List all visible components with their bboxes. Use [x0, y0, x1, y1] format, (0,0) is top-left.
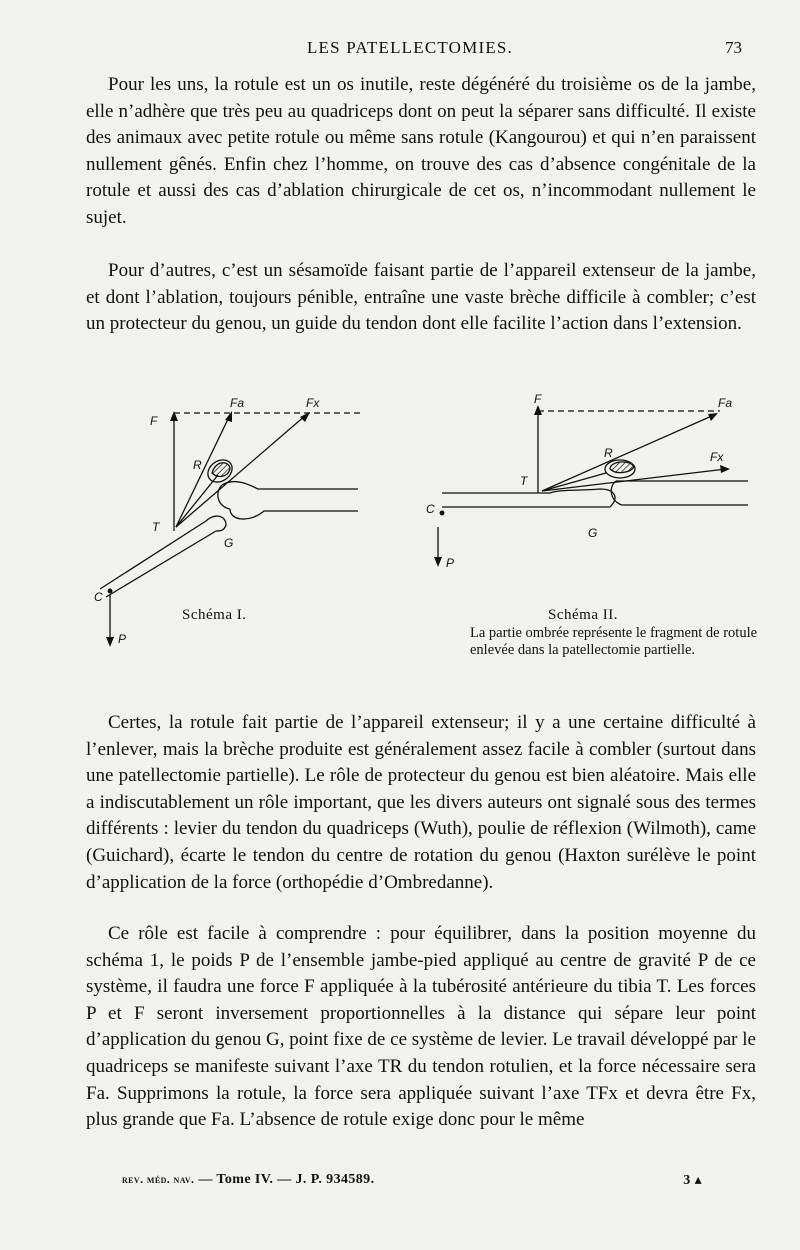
schema-1-label-g: G [224, 536, 234, 550]
schema-1-label-fx: Fx [306, 396, 320, 410]
schema-2-fa-vector [542, 415, 714, 491]
paragraph-3: Certes, la rotule fait partie de l’appareil extenseur; il y a une certaine difficulté à l’enlever, mais la brèche produite est généralement assez facile à combler (surtout dans une patellectomie partielle). Le rôle de protecteur du genou est bien aléatoire. Mais elle a indiscutablement un rôle important, que les divers auteurs ont signalé sous des termes différents : levier du tendon du quadriceps (Wuth), poulie de réflexion (Wilmoth), came (Guichard), écarte le tendon du centre de rotation du genou (Haxton surélève le point d’application de la force (orthopédie d’Ombredanne). [86, 712, 756, 893]
schema-2-label-g: G [588, 526, 598, 540]
schema-1-tibia-head [206, 516, 226, 531]
footer-signature: 3 ▴ [683, 1173, 702, 1188]
paragraph-1: Pour les uns, la rotule est un os inutile, reste dégénéré du troisième os de la jambe, elle n’adhère que très peu au quadriceps dont on peut la séparer sans difficulté. Il existe des animaux avec petite rotule ou même sans rotule (Kangourou) et qui n’en paraissent nullement gênés. Enfin chez l’homme, on trouve des cas d’absence congénitale de la rotule et aussi des cas d’ablation chirurgicale de cet os, n’incommodant nullement le sujet. [86, 74, 756, 228]
schema-1-label-t: T [152, 520, 160, 534]
schema-1-patella-hatch [212, 463, 230, 477]
schema-1-caption: Schéma I. [182, 607, 247, 623]
schema-2-label-fa: Fa [718, 396, 733, 410]
schema-1-label-p: P [118, 632, 127, 646]
schema-2-tendon [542, 473, 606, 491]
running-header [80, 38, 740, 62]
schema-2-label-t: T [520, 474, 528, 488]
schema-1-gravity-point [108, 589, 112, 593]
schema-2-label-r: R [604, 446, 613, 460]
schema-1-label-c: C [94, 590, 103, 604]
schema-2-label-c: C [426, 502, 435, 516]
schema-1-condyle [218, 485, 230, 509]
schema-1-femur-bottom [230, 509, 358, 519]
running-title: LES PATELLECTOMIES. [306, 38, 514, 57]
schema-1-femur-top [222, 482, 358, 489]
schema-2-caption: Schéma II. [548, 607, 618, 623]
schema-1-label-f: F [150, 414, 158, 428]
schema-2-label-fx: Fx [710, 450, 724, 464]
schema-2-label-f: F [534, 392, 542, 406]
page-number: 73 [725, 38, 742, 57]
footer-citation [122, 1172, 374, 1188]
figure-schemas [80, 385, 760, 705]
footer-volume: — Tome IV. — J. P. 934589. [198, 1172, 375, 1187]
footer-journal: rev. méd. nav. [122, 1172, 195, 1186]
schema-2-gravity-point [440, 511, 444, 515]
schema-2-tibia-head [550, 489, 615, 507]
paragraph-2: Pour d’autres, c’est un sésamoïde faisant partie de l’appareil extenseur de la jambe, et dont l’ablation, toujours pénible, entraîne une vaste brèche difficile à combler; c’est un protecteur du genou, un guide du tendon dont elle facilite l’action dans l’extension. [86, 260, 756, 335]
paragraph-4: Ce rôle est facile à comprendre : pour équilibrer, dans la position moyenne du schéma 1, le poids P de l’ensemble jambe-pied appliqué au centre de gravité P de ce système, il faudra une force F appliquée à la tubérosité antérieure du tibia T. Les forces P et F seront inversement proportionnelles à la distance qui sépare leur point d’application du genou G, point fixe de ce système de levier. Le travail développé par le quadriceps se manifeste suivant l’axe TR du tendon rotulien, et la force nécessaire sera Fa. Supprimons la rotule, la force sera appliquée suivant l’axe TFx et devra être Fx, plus grande que Fa. L’absence de rotule exige donc pour le même [86, 923, 756, 1131]
schema-2-label-p: P [446, 556, 455, 570]
schema-1-label-r: R [193, 458, 202, 472]
schema-1-label-fa: Fa [230, 396, 245, 410]
schema-2-description: La partie ombrée représente le fragment de rotule enlevée dans la patellectomie partielle. [470, 625, 758, 658]
schema-2-drawing [434, 405, 748, 567]
page-footer [122, 1172, 702, 1194]
schema-2-patella-hatch [610, 462, 634, 473]
schema-1-tibia-bottom [106, 531, 216, 597]
